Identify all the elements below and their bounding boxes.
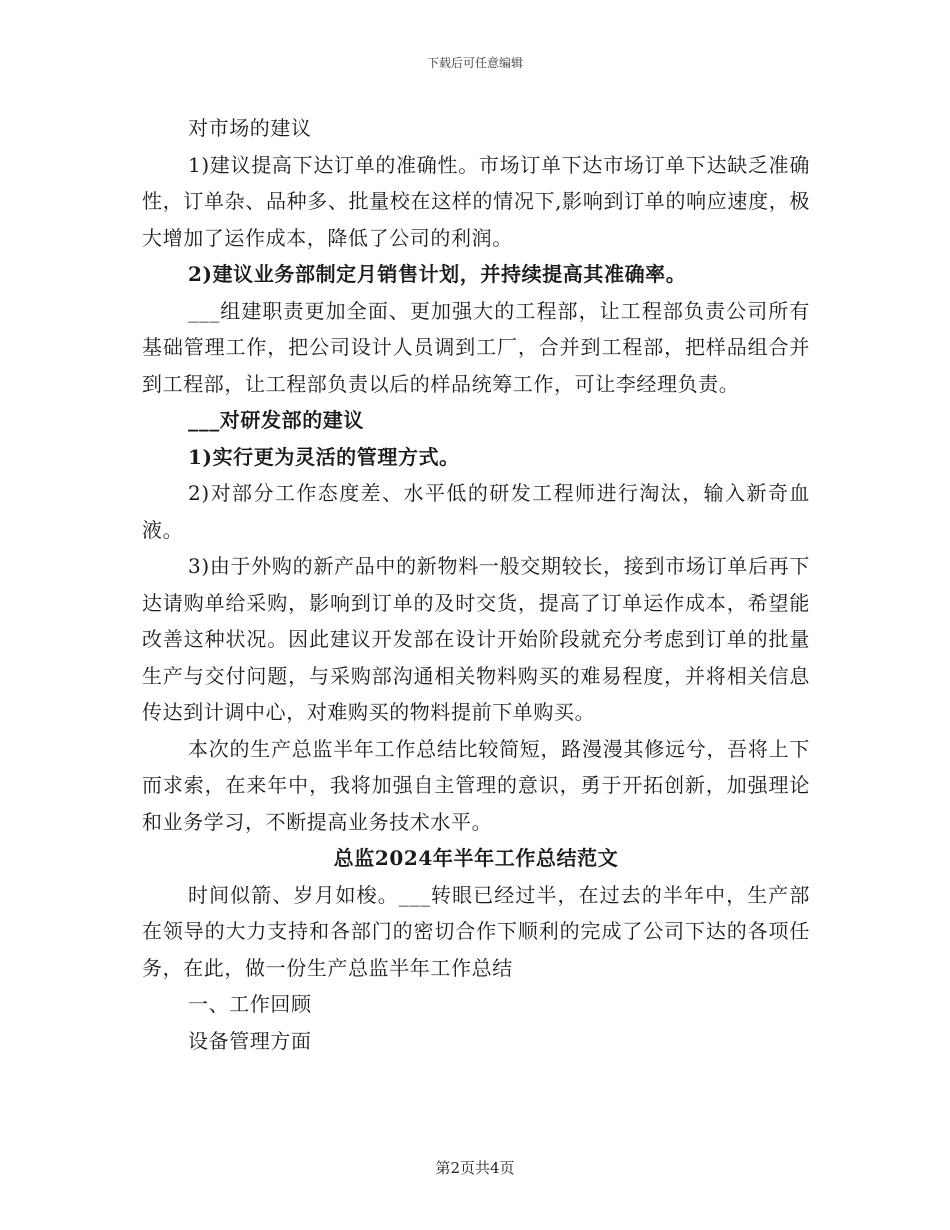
- document-body: [142, 110, 810, 1059]
- paragraph-engineering-dept: ___组建职责更加全面、更加强大的工程部，让工程部负责公司所有基础管理工作，把公司设计人员调到工厂，合并到工程部，把样品组合并到工程部，让工程部负责以后的样品统筹工作，可让李经理负责。: [142, 298, 810, 396]
- paragraph-market-suggestion-1: 1)建议提高下达订单的准确性。市场订单下达市场订单下达缺乏准确性，订单杂、品种多、批量校在这样的情况下,影响到订单的响应速度，极大增加了运作成本，降低了公司的利润。: [142, 152, 810, 250]
- paragraph-equipment-heading: 设备管理方面: [188, 1028, 312, 1053]
- page-footer: 第2页共4页: [435, 1159, 515, 1177]
- paragraph-intro: 时间似箭、岁月如梭。___转眼已经过半，在过去的半年中，生产部在领导的大力支持和各部门的密切合作下顺利的完成了公司下达的各项任务，在此，做一份生产总监半年工作总结: [142, 882, 810, 980]
- paragraph-rd-suggestion-3: 3)由于外购的新产品中的新物料一般交期较长，接到市场订单后再下达请购单给采购，影响到订单的及时交货，提高了订单运作成本，希望能改善这种状况。因此建议开发部在设计开始阶段就充分考虑到订单的批量生产与交付问题，与采购部沟通相关物料购买的难易程度，并将相关信息传达到计调中心，对难购买的物料提前下单购买。: [142, 554, 810, 724]
- paragraph-market-heading: 对市场的建议: [188, 116, 312, 140]
- paragraph-conclusion: 本次的生产总监半年工作总结比较简短，路漫漫其修远兮，吾将上下而求索，在来年中，我将加强自主管理的意识，勇于开拓创新，加强理论和业务学习，不断提高业务技术水平。: [142, 736, 810, 834]
- page-header: 下载后可任意编辑: [426, 56, 523, 70]
- paragraph-rd-heading: ___对研发部的建议: [188, 408, 364, 432]
- paragraph-rd-suggestion-1: 1)实行更为灵活的管理方式。: [188, 444, 460, 469]
- paragraph-market-suggestion-2: 2)建议业务部制定月销售计划，并持续提高其准确率。: [188, 262, 687, 286]
- section-title: 总监2024年半年工作总结范文: [333, 846, 619, 870]
- paragraph-rd-suggestion-2: 2)对部分工作态度差、水平低的研发工程师进行淘汰，输入新奇血液。: [142, 481, 810, 542]
- paragraph-work-review-heading: 一、工作回顾: [188, 992, 312, 1016]
